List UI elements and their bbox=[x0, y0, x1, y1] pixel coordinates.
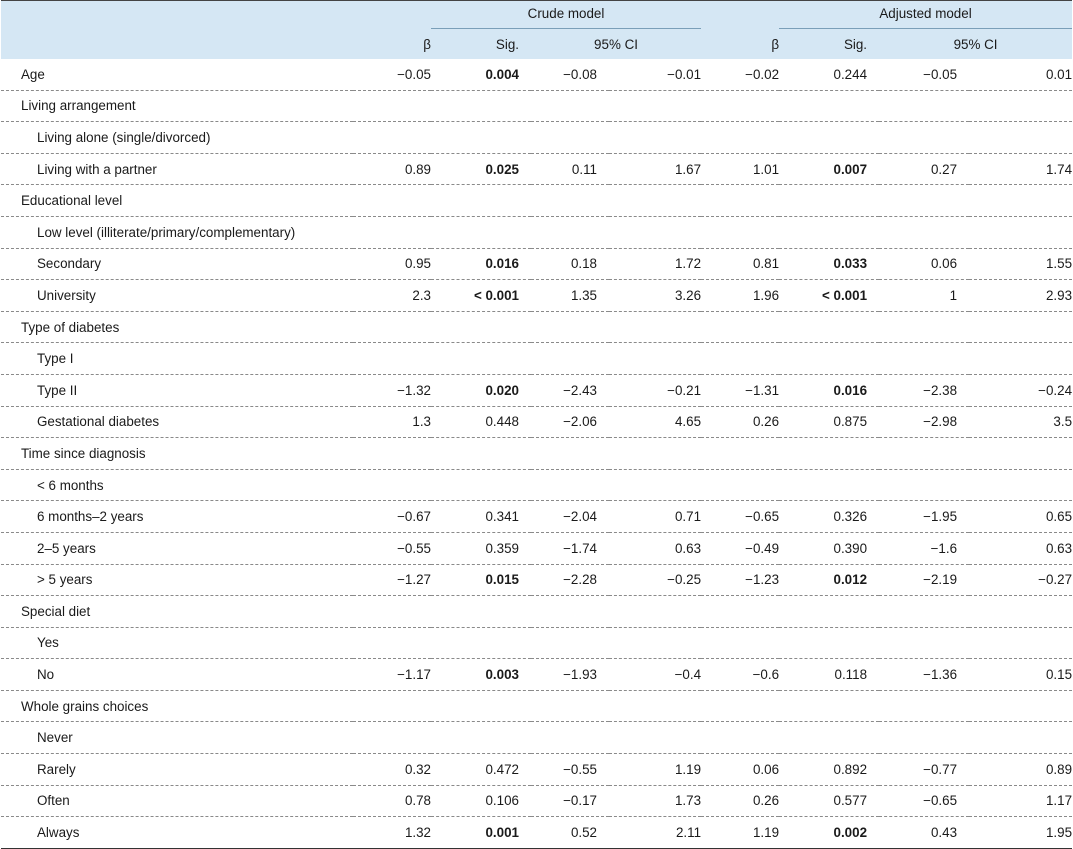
table-row bbox=[1, 564, 1072, 596]
crude-beta-cell: 0.32 bbox=[353, 754, 431, 786]
adjusted-ci-high-cell bbox=[969, 311, 1072, 343]
crude-ci-low-cell: 0.52 bbox=[531, 817, 609, 849]
crude-ci-low-cell: −0.17 bbox=[531, 785, 609, 817]
adjusted-ci-high-cell bbox=[969, 90, 1072, 122]
table-row bbox=[1, 532, 1072, 564]
adjusted-ci-high-cell: 0.01 bbox=[969, 59, 1072, 90]
adjusted-ci-low-cell bbox=[879, 627, 969, 659]
crude-sig-cell bbox=[431, 627, 531, 659]
crude-ci-high-cell bbox=[609, 438, 701, 470]
regression-table-container bbox=[1, 0, 1072, 849]
adjusted-ci-high-cell bbox=[969, 596, 1072, 628]
adjusted-sig-cell bbox=[779, 343, 879, 375]
row-label: 2–5 years bbox=[1, 532, 353, 564]
table-row bbox=[1, 185, 1072, 217]
table-body bbox=[1, 59, 1072, 848]
adjusted-ci-high-cell bbox=[969, 690, 1072, 722]
adjusted-sig-cell: 0.577 bbox=[779, 785, 879, 817]
crude-beta-cell: −1.17 bbox=[353, 659, 431, 691]
table-row bbox=[1, 659, 1072, 691]
crude-sig-cell bbox=[431, 343, 531, 375]
crude-ci-low-cell bbox=[531, 122, 609, 154]
adjusted-beta-cell bbox=[701, 185, 779, 217]
crude-beta-cell: 0.95 bbox=[353, 248, 431, 280]
adjusted-ci-low-cell: −0.65 bbox=[879, 785, 969, 817]
table-row bbox=[1, 817, 1072, 849]
adjusted-beta-cell bbox=[701, 343, 779, 375]
row-label: Secondary bbox=[1, 248, 353, 280]
adjusted-sig-cell: < 0.001 bbox=[779, 280, 879, 312]
adjusted-sig-cell bbox=[779, 185, 879, 217]
adjusted-ci-low-cell bbox=[879, 311, 969, 343]
adjusted-ci-low-cell: −2.38 bbox=[879, 374, 969, 406]
crude-beta-cell bbox=[353, 627, 431, 659]
crude-sig-cell bbox=[431, 690, 531, 722]
crude-ci-high-cell bbox=[609, 690, 701, 722]
crude-beta-cell bbox=[353, 469, 431, 501]
crude-sig-cell bbox=[431, 216, 531, 248]
crude-sig-cell: 0.004 bbox=[431, 59, 531, 90]
crude-ci-high-cell bbox=[609, 216, 701, 248]
row-label: Whole grains choices bbox=[1, 690, 353, 722]
adjusted-beta-cell bbox=[701, 122, 779, 154]
crude-ci-high-cell: 3.26 bbox=[609, 280, 701, 312]
crude-ci-low-cell: −2.04 bbox=[531, 501, 609, 533]
crude-beta-cell: −1.32 bbox=[353, 374, 431, 406]
table-row bbox=[1, 722, 1072, 754]
adjusted-sig-cell bbox=[779, 627, 879, 659]
row-label: Always bbox=[1, 817, 353, 849]
row-label: Never bbox=[1, 722, 353, 754]
adjusted-model-label: Adjusted model bbox=[879, 6, 972, 21]
adjusted-sig-cell bbox=[779, 311, 879, 343]
crude-sig-cell bbox=[431, 185, 531, 217]
adjusted-beta-header: β bbox=[771, 36, 780, 52]
adjusted-ci-high-cell: 1.17 bbox=[969, 785, 1072, 817]
crude-ci-low-cell bbox=[531, 438, 609, 470]
crude-sig-cell: 0.016 bbox=[431, 248, 531, 280]
crude-ci-high-cell bbox=[609, 311, 701, 343]
crude-sig-cell: 0.472 bbox=[431, 754, 531, 786]
table-row bbox=[1, 374, 1072, 406]
adjusted-beta-cell: 1.19 bbox=[701, 817, 779, 849]
adjusted-sig-cell bbox=[779, 469, 879, 501]
adjusted-ci-low-cell bbox=[879, 469, 969, 501]
adjusted-sig-cell bbox=[779, 690, 879, 722]
table-row bbox=[1, 216, 1072, 248]
crude-ci-low-cell: 1.35 bbox=[531, 280, 609, 312]
adjusted-ci-low-cell bbox=[879, 343, 969, 375]
crude-beta-cell: 2.3 bbox=[353, 280, 431, 312]
row-label: Type II bbox=[1, 374, 353, 406]
adjusted-sig-cell bbox=[779, 596, 879, 628]
crude-sig-cell bbox=[431, 469, 531, 501]
table-row bbox=[1, 90, 1072, 122]
adjusted-sig-header: Sig. bbox=[843, 36, 868, 52]
adjusted-ci-high-cell bbox=[969, 722, 1072, 754]
adjusted-ci-high-cell: 0.65 bbox=[969, 501, 1072, 533]
crude-ci-high-cell: 1.19 bbox=[609, 754, 701, 786]
adjusted-beta-cell bbox=[701, 627, 779, 659]
adjusted-beta-cell: −1.31 bbox=[701, 374, 779, 406]
adjusted-ci-low-cell: −1.36 bbox=[879, 659, 969, 691]
adjusted-beta-cell: −0.6 bbox=[701, 659, 779, 691]
row-label: No bbox=[1, 659, 353, 691]
row-label: Type I bbox=[1, 343, 353, 375]
table-row bbox=[1, 785, 1072, 817]
adjusted-ci-high-cell bbox=[969, 122, 1072, 154]
regression-table bbox=[1, 0, 1072, 849]
adjusted-ci-low-cell: 1 bbox=[879, 280, 969, 312]
crude-ci-low-cell bbox=[531, 722, 609, 754]
adjusted-ci-header: 95% CI bbox=[953, 36, 998, 52]
adjusted-beta-cell: −0.49 bbox=[701, 532, 779, 564]
adjusted-ci-high-cell: 0.15 bbox=[969, 659, 1072, 691]
crude-ci-low-cell bbox=[531, 469, 609, 501]
adjusted-beta-cell bbox=[701, 469, 779, 501]
crude-sig-cell: 0.020 bbox=[431, 374, 531, 406]
row-label: Gestational diabetes bbox=[1, 406, 353, 438]
adjusted-beta-cell bbox=[701, 596, 779, 628]
crude-sig-cell: 0.341 bbox=[431, 501, 531, 533]
crude-beta-cell bbox=[353, 690, 431, 722]
crude-ci-high-cell: 1.67 bbox=[609, 153, 701, 185]
crude-ci-high-cell: −0.21 bbox=[609, 374, 701, 406]
adjusted-sig-cell: 0.016 bbox=[779, 374, 879, 406]
crude-beta-header: β bbox=[423, 36, 431, 52]
row-label: < 6 months bbox=[1, 469, 353, 501]
crude-ci-low-cell: −1.93 bbox=[531, 659, 609, 691]
adjusted-ci-low-cell bbox=[879, 185, 969, 217]
table-row bbox=[1, 343, 1072, 375]
row-label: Rarely bbox=[1, 754, 353, 786]
adjusted-beta-cell bbox=[701, 90, 779, 122]
crude-ci-high-cell: 2.11 bbox=[609, 817, 701, 849]
adjusted-ci-high-cell: 2.93 bbox=[969, 280, 1072, 312]
crude-ci-low-cell: −2.43 bbox=[531, 374, 609, 406]
crude-ci-high-cell: 0.71 bbox=[609, 501, 701, 533]
crude-ci-high-cell bbox=[609, 90, 701, 122]
adjusted-ci-low-cell bbox=[879, 90, 969, 122]
crude-ci-high-cell: 1.73 bbox=[609, 785, 701, 817]
adjusted-beta-cell: 0.26 bbox=[701, 406, 779, 438]
adjusted-sig-cell: 0.244 bbox=[779, 59, 879, 90]
crude-ci-low-cell bbox=[531, 185, 609, 217]
crude-ci-low-cell: 0.18 bbox=[531, 248, 609, 280]
crude-sig-cell: 0.001 bbox=[431, 817, 531, 849]
adjusted-sig-cell: 0.012 bbox=[779, 564, 879, 596]
adjusted-beta-cell: −0.65 bbox=[701, 501, 779, 533]
adjusted-ci-high-cell: 1.74 bbox=[969, 153, 1072, 185]
header-spacer-adjusted bbox=[701, 1, 779, 30]
crude-model-header bbox=[431, 1, 701, 30]
row-label: Living arrangement bbox=[1, 90, 353, 122]
adjusted-ci-low-cell: 0.27 bbox=[879, 153, 969, 185]
table-row bbox=[1, 248, 1072, 280]
crude-beta-cell bbox=[353, 438, 431, 470]
crude-ci-high-cell bbox=[609, 122, 701, 154]
crude-sig-cell: 0.106 bbox=[431, 785, 531, 817]
adjusted-beta-cell bbox=[701, 722, 779, 754]
crude-ci-high-cell bbox=[609, 596, 701, 628]
adjusted-beta-cell bbox=[701, 690, 779, 722]
adjusted-model-header bbox=[779, 1, 1072, 30]
crude-ci-low-cell bbox=[531, 216, 609, 248]
crude-ci-high-cell: −0.01 bbox=[609, 59, 701, 90]
table-row bbox=[1, 280, 1072, 312]
crude-ci-low-cell bbox=[531, 90, 609, 122]
crude-ci-high-cell: 0.63 bbox=[609, 532, 701, 564]
crude-model-label: Crude model bbox=[527, 6, 605, 21]
row-label: Time since diagnosis bbox=[1, 438, 353, 470]
crude-sig-cell: 0.448 bbox=[431, 406, 531, 438]
adjusted-ci-low-cell bbox=[879, 722, 969, 754]
crude-sig-cell bbox=[431, 722, 531, 754]
table-row bbox=[1, 469, 1072, 501]
table-row bbox=[1, 122, 1072, 154]
crude-sig-cell bbox=[431, 438, 531, 470]
adjusted-ci-high-cell bbox=[969, 185, 1072, 217]
row-label: Educational level bbox=[1, 185, 353, 217]
adjusted-ci-low-cell: −1.6 bbox=[879, 532, 969, 564]
row-label: Often bbox=[1, 785, 353, 817]
adjusted-beta-cell: 1.01 bbox=[701, 153, 779, 185]
crude-sig-cell: 0.359 bbox=[431, 532, 531, 564]
adjusted-beta-cell: 1.96 bbox=[701, 280, 779, 312]
crude-ci-low-cell: −2.28 bbox=[531, 564, 609, 596]
adjusted-ci-high-cell: −0.24 bbox=[969, 374, 1072, 406]
crude-beta-cell bbox=[353, 185, 431, 217]
crude-ci-low-cell bbox=[531, 343, 609, 375]
row-label: Age bbox=[1, 59, 353, 90]
adjusted-sig-cell: 0.326 bbox=[779, 501, 879, 533]
adjusted-ci-high-cell: 1.55 bbox=[969, 248, 1072, 280]
adjusted-sig-cell: 0.007 bbox=[779, 153, 879, 185]
crude-ci-high-cell bbox=[609, 722, 701, 754]
crude-ci-low-cell bbox=[531, 627, 609, 659]
crude-beta-cell: 0.89 bbox=[353, 153, 431, 185]
adjusted-ci-high-cell bbox=[969, 627, 1072, 659]
crude-beta-cell: −0.67 bbox=[353, 501, 431, 533]
crude-beta-cell bbox=[353, 122, 431, 154]
crude-ci-header: 95% CI bbox=[594, 36, 638, 52]
adjusted-ci-low-cell bbox=[879, 596, 969, 628]
row-label: Type of diabetes bbox=[1, 311, 353, 343]
crude-sig-cell: < 0.001 bbox=[431, 280, 531, 312]
adjusted-ci-low-cell: −2.98 bbox=[879, 406, 969, 438]
crude-sig-cell bbox=[431, 311, 531, 343]
header-row-models bbox=[1, 1, 1072, 30]
crude-ci-high-cell bbox=[609, 343, 701, 375]
table-row bbox=[1, 438, 1072, 470]
crude-ci-high-cell bbox=[609, 469, 701, 501]
crude-ci-low-cell: −1.74 bbox=[531, 532, 609, 564]
header-blank-2 bbox=[1, 29, 353, 59]
table-row bbox=[1, 406, 1072, 438]
adjusted-sig-cell bbox=[779, 216, 879, 248]
crude-sig-cell: 0.003 bbox=[431, 659, 531, 691]
crude-sig-cell bbox=[431, 596, 531, 628]
crude-ci-high-cell: 1.72 bbox=[609, 248, 701, 280]
row-label: Special diet bbox=[1, 596, 353, 628]
adjusted-sig-cell: 0.892 bbox=[779, 754, 879, 786]
table-row bbox=[1, 690, 1072, 722]
row-label: > 5 years bbox=[1, 564, 353, 596]
crude-beta-cell bbox=[353, 596, 431, 628]
adjusted-beta-cell: 0.06 bbox=[701, 754, 779, 786]
crude-sig-cell: 0.015 bbox=[431, 564, 531, 596]
adjusted-ci-low-cell: −0.77 bbox=[879, 754, 969, 786]
crude-ci-high-cell bbox=[609, 627, 701, 659]
table-header bbox=[1, 1, 1072, 60]
adjusted-ci-high-cell bbox=[969, 343, 1072, 375]
row-label: University bbox=[1, 280, 353, 312]
adjusted-ci-high-cell bbox=[969, 216, 1072, 248]
crude-ci-high-cell bbox=[609, 185, 701, 217]
crude-ci-high-cell: −0.4 bbox=[609, 659, 701, 691]
row-label: Living with a partner bbox=[1, 153, 353, 185]
row-label: Low level (illiterate/primary/complementary) bbox=[1, 216, 353, 248]
adjusted-ci-high-cell: 0.89 bbox=[969, 754, 1072, 786]
adjusted-beta-cell: 0.26 bbox=[701, 785, 779, 817]
adjusted-ci-low-cell: −2.19 bbox=[879, 564, 969, 596]
crude-ci-low-cell: −0.55 bbox=[531, 754, 609, 786]
crude-beta-cell bbox=[353, 216, 431, 248]
crude-ci-low-cell bbox=[531, 311, 609, 343]
crude-ci-low-cell: 0.11 bbox=[531, 153, 609, 185]
crude-ci-low-cell bbox=[531, 690, 609, 722]
crude-beta-cell: −0.05 bbox=[353, 59, 431, 90]
crude-beta-cell: 1.32 bbox=[353, 817, 431, 849]
adjusted-sig-cell: 0.390 bbox=[779, 532, 879, 564]
adjusted-beta-cell: −1.23 bbox=[701, 564, 779, 596]
adjusted-ci-low-cell bbox=[879, 690, 969, 722]
adjusted-beta-cell bbox=[701, 216, 779, 248]
adjusted-sig-cell bbox=[779, 722, 879, 754]
header-row-columns bbox=[1, 29, 1072, 59]
adjusted-sig-cell bbox=[779, 438, 879, 470]
adjusted-sig-cell: 0.002 bbox=[779, 817, 879, 849]
adjusted-sig-cell: 0.118 bbox=[779, 659, 879, 691]
adjusted-ci-high-cell: 1.95 bbox=[969, 817, 1072, 849]
adjusted-ci-low-cell: −0.05 bbox=[879, 59, 969, 90]
crude-beta-cell bbox=[353, 90, 431, 122]
adjusted-beta-cell: 0.81 bbox=[701, 248, 779, 280]
crude-ci-low-cell bbox=[531, 596, 609, 628]
crude-beta-cell: 0.78 bbox=[353, 785, 431, 817]
table-row bbox=[1, 754, 1072, 786]
adjusted-ci-low-cell bbox=[879, 216, 969, 248]
adjusted-ci-high-cell: 0.63 bbox=[969, 532, 1072, 564]
crude-ci-high-cell: 4.65 bbox=[609, 406, 701, 438]
table-row bbox=[1, 627, 1072, 659]
adjusted-ci-low-cell: −1.95 bbox=[879, 501, 969, 533]
adjusted-sig-cell: 0.875 bbox=[779, 406, 879, 438]
crude-beta-cell: −1.27 bbox=[353, 564, 431, 596]
crude-sig-cell bbox=[431, 90, 531, 122]
crude-ci-high-cell: −0.25 bbox=[609, 564, 701, 596]
row-label: 6 months–2 years bbox=[1, 501, 353, 533]
adjusted-beta-cell bbox=[701, 311, 779, 343]
table-row bbox=[1, 311, 1072, 343]
crude-sig-cell: 0.025 bbox=[431, 153, 531, 185]
adjusted-sig-cell bbox=[779, 90, 879, 122]
adjusted-ci-low-cell bbox=[879, 122, 969, 154]
crude-beta-cell bbox=[353, 311, 431, 343]
header-spacer-crude bbox=[353, 1, 431, 30]
table-row bbox=[1, 596, 1072, 628]
table-row bbox=[1, 153, 1072, 185]
table-row bbox=[1, 59, 1072, 90]
adjusted-beta-cell: −0.02 bbox=[701, 59, 779, 90]
adjusted-ci-high-cell: 3.5 bbox=[969, 406, 1072, 438]
crude-beta-cell: −0.55 bbox=[353, 532, 431, 564]
adjusted-ci-low-cell bbox=[879, 438, 969, 470]
adjusted-beta-cell bbox=[701, 438, 779, 470]
adjusted-ci-low-cell: 0.43 bbox=[879, 817, 969, 849]
adjusted-sig-cell: 0.033 bbox=[779, 248, 879, 280]
table-row bbox=[1, 501, 1072, 533]
crude-ci-low-cell: −0.08 bbox=[531, 59, 609, 90]
adjusted-ci-high-cell: −0.27 bbox=[969, 564, 1072, 596]
crude-beta-cell bbox=[353, 343, 431, 375]
adjusted-ci-low-cell: 0.06 bbox=[879, 248, 969, 280]
row-label: Yes bbox=[1, 627, 353, 659]
adjusted-sig-cell bbox=[779, 122, 879, 154]
adjusted-ci-high-cell bbox=[969, 469, 1072, 501]
row-label: Living alone (single/divorced) bbox=[1, 122, 353, 154]
crude-sig-header: Sig. bbox=[495, 36, 519, 52]
adjusted-ci-high-cell bbox=[969, 438, 1072, 470]
crude-beta-cell: 1.3 bbox=[353, 406, 431, 438]
header-blank bbox=[1, 1, 353, 30]
crude-sig-cell bbox=[431, 122, 531, 154]
crude-beta-cell bbox=[353, 722, 431, 754]
crude-ci-low-cell: −2.06 bbox=[531, 406, 609, 438]
